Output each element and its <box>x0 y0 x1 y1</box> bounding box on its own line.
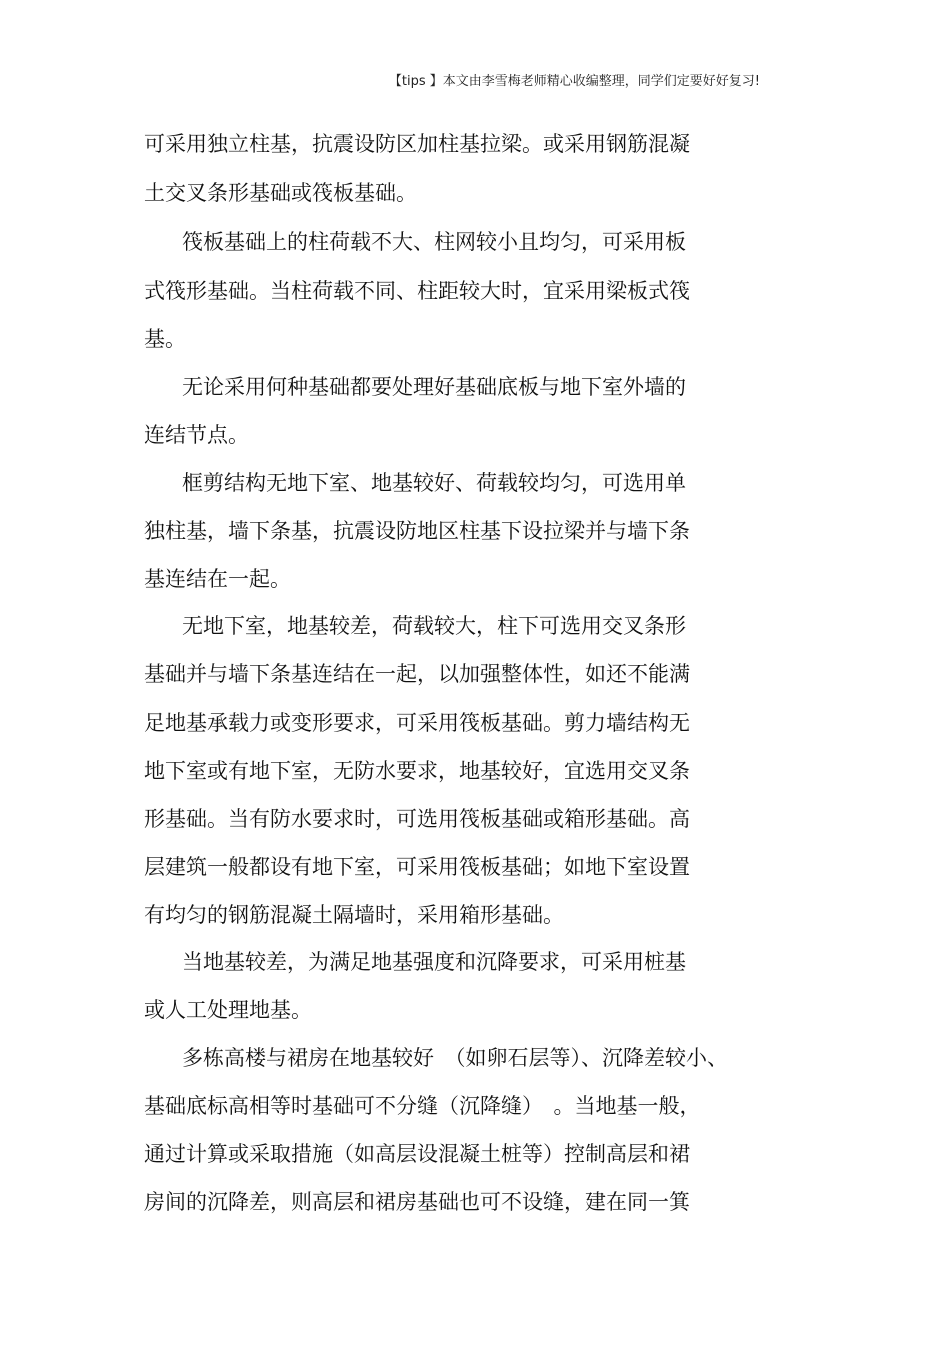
text-line: 层建筑一般都设有地下室，可采用筏板基础；如地下室设置 <box>144 855 690 879</box>
text-line: 基础并与墙下条基连结在一起，以加强整体性，如还不能满 <box>144 662 690 686</box>
text-line: 土交叉条形基础或筏板基础。 <box>144 181 417 205</box>
text-line: 通过计算或采取措施（如高层设混凝土桩等）控制高层和裙 <box>144 1142 690 1166</box>
text-line: 足地基承载力或变形要求，可采用筏板基础。剪力墙结构无 <box>144 711 690 735</box>
text-line: 连结节点。 <box>144 423 249 447</box>
text-line: 基础底标高相等时基础可不分缝（沉降缝） 。当地基一般， <box>144 1094 701 1118</box>
text-line: 多栋高楼与裙房在地基较好 （如卵石层等）、沉降差较小、 <box>182 1046 728 1070</box>
text-line: 或人工处理地基。 <box>144 998 312 1022</box>
header-tips: 【tips 】本文由李雪梅老师精心收编整理，同学们定要好好复习! <box>388 74 760 89</box>
text-line: 房间的沉降差，则高层和裙房基础也可不设缝，建在同一箕 <box>144 1190 690 1214</box>
text-line: 可采用独立柱基，抗震设防区加柱基拉梁。或采用钢筋混凝 <box>144 132 690 156</box>
text-line: 形基础。当有防水要求时，可选用筏板基础或箱形基础。高 <box>144 807 690 831</box>
text-line: 地下室或有地下室，无防水要求，地基较好，宜选用交叉条 <box>144 759 690 783</box>
text-line: 无论采用何种基础都要处理好基础底板与地下室外墙的 <box>182 375 686 399</box>
text-line: 基连结在一起。 <box>144 567 291 591</box>
text-line: 有均匀的钢筋混凝土隔墙时，采用箱形基础。 <box>144 903 564 927</box>
text-line: 当地基较差，为满足地基强度和沉降要求，可采用桩基 <box>182 950 686 974</box>
text-line: 筏板基础上的柱荷载不大、柱网较小且均匀，可采用板 <box>182 230 686 254</box>
text-line: 框剪结构无地下室、地基较好、荷载较均匀，可选用单 <box>182 471 686 495</box>
text-line: 基。 <box>144 327 186 351</box>
text-line: 无地下室，地基较差，荷载较大，柱下可选用交叉条形 <box>182 614 686 638</box>
text-line: 独柱基，墙下条基，抗震设防地区柱基下设拉梁并与墙下条 <box>144 519 690 543</box>
text-line: 式筏形基础。当柱荷载不同、柱距较大时，宜采用梁板式筏 <box>144 279 690 303</box>
